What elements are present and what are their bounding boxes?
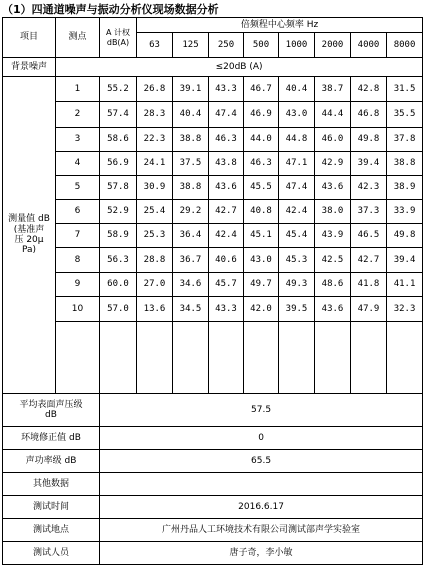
measurement-row (3, 77, 423, 102)
octave-band-value: 41.1 (387, 273, 423, 297)
a-weighted-value: 57.8 (100, 176, 137, 200)
measurement-point: 5 (56, 176, 100, 200)
summary-row (3, 473, 423, 496)
header-octave-band: 倍频程中心频率 Hz (137, 18, 423, 33)
octave-band-value: 49.3 (279, 273, 315, 297)
octave-band-value: 35.5 (387, 102, 423, 128)
octave-band-value: 37.5 (173, 152, 209, 176)
octave-band-value: 43.8 (209, 152, 244, 176)
octave-band-value: 37.8 (387, 128, 423, 152)
noise-data-table (2, 17, 423, 565)
octave-band-value: 25.3 (137, 224, 173, 248)
summary-value (100, 473, 423, 496)
octave-band-value: 29.2 (173, 200, 209, 224)
octave-band-value: 32.3 (387, 297, 423, 322)
octave-band-value: 46.8 (351, 102, 387, 128)
octave-band-value: 28.3 (137, 102, 173, 128)
measurement-row (3, 152, 423, 176)
measurement-point: 1 (56, 77, 100, 102)
measurement-point: 10 (56, 297, 100, 322)
measurement-row (3, 128, 423, 152)
octave-band-value: 22.3 (137, 128, 173, 152)
octave-band-value: 33.9 (387, 200, 423, 224)
header-row-1 (3, 18, 423, 33)
octave-band-value: 38.7 (315, 77, 351, 102)
summary-value: 0 (100, 427, 423, 450)
measurement-point: 4 (56, 152, 100, 176)
octave-band-value: 34.6 (173, 273, 209, 297)
octave-band-value: 42.5 (315, 248, 351, 273)
measurement-row (3, 200, 423, 224)
summary-value: 广州丹品人工环境技术有限公司测试部声学实验室 (100, 519, 423, 542)
summary-label: 测试时间 (3, 496, 100, 519)
octave-band-value: 42.0 (244, 297, 279, 322)
octave-band-value: 49.8 (387, 224, 423, 248)
background-noise-row (3, 58, 423, 77)
octave-band-value: 46.3 (244, 152, 279, 176)
octave-band-value: 43.6 (315, 297, 351, 322)
octave-band-value: 37.3 (351, 200, 387, 224)
octave-band-value: 46.0 (315, 128, 351, 152)
summary-row (3, 394, 423, 427)
octave-band-value: 38.8 (173, 128, 209, 152)
octave-band-value: 39.4 (351, 152, 387, 176)
octave-band-value: 43.6 (315, 176, 351, 200)
octave-band-value: 42.7 (209, 200, 244, 224)
octave-band-value: 24.1 (137, 152, 173, 176)
header-item: 项目 (3, 18, 56, 58)
header-a-weighted: A 计权 dB(A) (100, 18, 137, 58)
summary-row (3, 542, 423, 565)
octave-band-value: 45.1 (244, 224, 279, 248)
octave-band-value: 26.8 (137, 77, 173, 102)
octave-band-value: 49.8 (351, 128, 387, 152)
measurement-point: 8 (56, 248, 100, 273)
measured-value-label: 测量值 dB (基准声 压 20μ Pa) (3, 77, 56, 394)
summary-label: 平均表面声压级 dB (3, 394, 100, 427)
octave-band-value: 30.9 (137, 176, 173, 200)
octave-band-value: 46.9 (244, 102, 279, 128)
measurement-row (3, 248, 423, 273)
octave-band-value: 47.4 (209, 102, 244, 128)
octave-band-value: 45.4 (279, 224, 315, 248)
summary-label: 其他数据 (3, 473, 100, 496)
octave-band-value: 38.8 (387, 152, 423, 176)
summary-value: 2016.6.17 (100, 496, 423, 519)
a-weighted-value: 60.0 (100, 273, 137, 297)
a-weighted-value: 57.4 (100, 102, 137, 128)
background-noise-label: 背景噪声 (3, 58, 56, 77)
octave-band-value: 43.0 (279, 102, 315, 128)
octave-band-value: 45.3 (279, 248, 315, 273)
octave-band-value: 25.4 (137, 200, 173, 224)
frequency-header: 125 (173, 33, 209, 58)
frequency-header: 4000 (351, 33, 387, 58)
table-body (3, 18, 423, 565)
octave-band-value: 43.3 (209, 297, 244, 322)
summary-row (3, 427, 423, 450)
a-weighted-value: 57.0 (100, 297, 137, 322)
octave-band-value: 44.4 (315, 102, 351, 128)
octave-band-value: 41.8 (351, 273, 387, 297)
measurement-row (3, 273, 423, 297)
octave-band-value: 43.9 (315, 224, 351, 248)
octave-band-value: 27.0 (137, 273, 173, 297)
summary-row (3, 519, 423, 542)
octave-band-value: 45.5 (244, 176, 279, 200)
octave-band-value: 13.6 (137, 297, 173, 322)
octave-band-value: 34.5 (173, 297, 209, 322)
octave-band-value: 44.0 (244, 128, 279, 152)
octave-band-value: 46.7 (244, 77, 279, 102)
frequency-header: 250 (209, 33, 244, 58)
frequency-header: 2000 (315, 33, 351, 58)
octave-band-value: 28.8 (137, 248, 173, 273)
summary-value: 65.5 (100, 450, 423, 473)
frequency-header: 8000 (387, 33, 423, 58)
frequency-header: 63 (137, 33, 173, 58)
octave-band-value: 38.0 (315, 200, 351, 224)
octave-band-value: 39.4 (387, 248, 423, 273)
summary-label: 声功率级 dB (3, 450, 100, 473)
octave-band-value: 42.4 (209, 224, 244, 248)
octave-band-value: 40.6 (209, 248, 244, 273)
a-weighted-value: 56.9 (100, 152, 137, 176)
summary-value: 57.5 (100, 394, 423, 427)
octave-band-value: 38.9 (387, 176, 423, 200)
octave-band-value: 31.5 (387, 77, 423, 102)
octave-band-value: 42.9 (315, 152, 351, 176)
octave-band-value: 45.7 (209, 273, 244, 297)
octave-band-value: 48.6 (315, 273, 351, 297)
octave-band-value: 42.7 (351, 248, 387, 273)
a-weighted-value: 55.2 (100, 77, 137, 102)
frequency-header: 1000 (279, 33, 315, 58)
a-weighted-value: 58.6 (100, 128, 137, 152)
measurement-row (3, 297, 423, 322)
octave-band-value: 46.5 (351, 224, 387, 248)
octave-band-value: 42.4 (279, 200, 315, 224)
octave-band-value: 44.8 (279, 128, 315, 152)
octave-band-value: 46.3 (209, 128, 244, 152)
octave-band-value: 43.0 (244, 248, 279, 273)
measurement-row (3, 102, 423, 128)
summary-row (3, 496, 423, 519)
measurement-row (3, 176, 423, 200)
a-weighted-value: 56.3 (100, 248, 137, 273)
measurement-row (3, 224, 423, 248)
octave-band-value: 40.8 (244, 200, 279, 224)
octave-band-value: 47.9 (351, 297, 387, 322)
octave-band-value: 47.4 (279, 176, 315, 200)
measurement-point: 2 (56, 102, 100, 128)
document-title: （1）四通道噪声与振动分析仪现场数据分析 (2, 3, 219, 16)
octave-band-value: 36.4 (173, 224, 209, 248)
octave-band-value: 40.4 (173, 102, 209, 128)
measurement-point: 3 (56, 128, 100, 152)
summary-label: 环境修正值 dB (3, 427, 100, 450)
octave-band-value: 36.7 (173, 248, 209, 273)
header-point: 测点 (56, 18, 100, 58)
a-weighted-value: 58.9 (100, 224, 137, 248)
a-weighted-value: 52.9 (100, 200, 137, 224)
octave-band-value: 47.1 (279, 152, 315, 176)
octave-band-value: 38.8 (173, 176, 209, 200)
octave-band-value: 49.7 (244, 273, 279, 297)
octave-band-value: 40.4 (279, 77, 315, 102)
octave-band-value: 43.3 (209, 77, 244, 102)
summary-row (3, 450, 423, 473)
empty-row (3, 322, 423, 394)
measurement-point: 6 (56, 200, 100, 224)
octave-band-value: 42.8 (351, 77, 387, 102)
octave-band-value: 43.6 (209, 176, 244, 200)
measurement-point: 7 (56, 224, 100, 248)
summary-label: 测试人员 (3, 542, 100, 565)
background-noise-value: ≤20dB (A) (56, 58, 423, 77)
octave-band-value: 39.5 (279, 297, 315, 322)
octave-band-value: 42.3 (351, 176, 387, 200)
summary-value: 唐子奇，李小敏 (100, 542, 423, 565)
octave-band-value: 39.1 (173, 77, 209, 102)
summary-label: 测试地点 (3, 519, 100, 542)
frequency-header: 500 (244, 33, 279, 58)
measurement-point: 9 (56, 273, 100, 297)
